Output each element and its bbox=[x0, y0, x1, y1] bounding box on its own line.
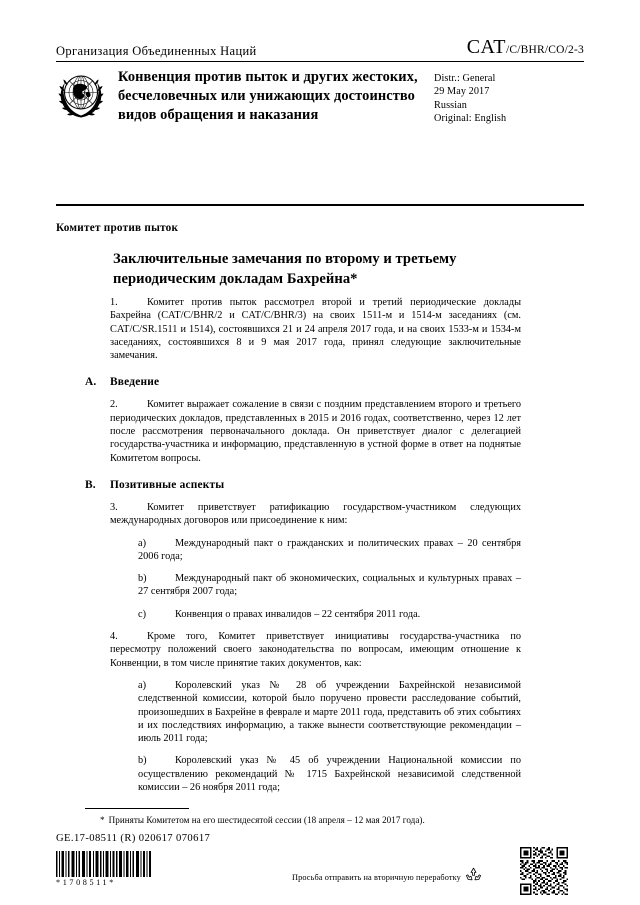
paragraph-3-text: Комитет приветствует ратификацию государством-участником следующих международных договоров или присоединение к ним: bbox=[110, 501, 521, 527]
qr-code bbox=[520, 847, 568, 895]
distr-language: Russian bbox=[434, 99, 467, 111]
paragraph-4a bbox=[85, 679, 521, 745]
un-emblem bbox=[56, 68, 112, 120]
paragraph-3c-text: Конвенция о правах инвалидов – 22 сентября 2011 года. bbox=[175, 608, 421, 620]
paragraph-4-text: Кроме того, Комитет приветствует инициативы государства-участника по пересмотру положений своего законодательства по вопросам, имеющим отношение к Конвенции, в том числе принятие таких документов, как: bbox=[110, 631, 521, 669]
distr-label: Distr.: General bbox=[434, 73, 496, 84]
title-block bbox=[56, 68, 584, 126]
recycle-notice bbox=[292, 866, 482, 888]
paragraph-3b-marker: b) bbox=[138, 573, 147, 585]
section-a-letter: A. bbox=[85, 376, 97, 389]
header-divider bbox=[56, 204, 584, 206]
distribution-info bbox=[434, 68, 584, 126]
masthead-rule bbox=[56, 61, 584, 62]
document-body bbox=[85, 296, 521, 803]
paragraph-4a-marker: a) bbox=[138, 679, 146, 691]
barcode-text: *1708511* bbox=[56, 878, 116, 887]
document-symbol bbox=[467, 36, 584, 59]
page-title: Заключительные замечания по второму и третьему периодическим докладам Бахрейна* bbox=[113, 251, 457, 287]
barcode bbox=[56, 851, 152, 887]
footnote-text: Приняты Комитетом на его шестидесятой сессии (18 апреля – 12 мая 2017 года). bbox=[108, 815, 425, 825]
section-b-letter: B. bbox=[85, 478, 96, 491]
committee-name: Комитет против пыток bbox=[56, 222, 179, 234]
document-symbol-sub: /C/BHR/CO/2-3 bbox=[505, 44, 584, 56]
organization-name: Организация Объединенных Наций bbox=[56, 44, 257, 58]
paragraph-2-text: Комитет выражает сожаление в связи с поздним представлением второго и третьего периодических докладов, представленных в 2015 и 2016 годах, соответственно, через 12 лет после рассмотрения первоначального доклада. Он приветствует диалог с делегацией государства-участника и информацию, представленную в устной форме в ответ на поднятые Комитетом вопросы. bbox=[110, 399, 521, 464]
paragraph-3 bbox=[85, 501, 521, 528]
paragraph-2 bbox=[85, 398, 521, 464]
paragraph-4-number: 4. bbox=[110, 631, 118, 643]
distr-original: Original: English bbox=[434, 113, 507, 125]
paragraph-3c-marker: c) bbox=[138, 608, 146, 620]
recycle-text: Просьба отправить на вторичную переработку bbox=[292, 872, 461, 882]
recycle-icon bbox=[465, 866, 482, 888]
paragraph-4b bbox=[85, 754, 521, 794]
paragraph-4b-marker: b) bbox=[138, 755, 147, 767]
section-a-title: Введение bbox=[110, 376, 160, 389]
section-heading-b bbox=[85, 479, 521, 491]
section-b-title: Позитивные аспекты bbox=[110, 478, 225, 491]
paragraph-3a bbox=[85, 537, 521, 564]
distr-date: 29 May 2017 bbox=[434, 86, 490, 98]
paragraph-1-text: Комитет против пыток рассмотрел второй и третий периодические доклады Бахрейна (CAT/C/BHR/2 и CAT/C/BHR/3) на своих 1511-м и 1514-м заседаниях (см. CAT/C/SR.1511 и 1514), состоявшихся 21 и 24 апреля 2017 года, и на своих 1533-м и 1534-м заседаниях, состоявшихся 8 и 9 мая 2017 года, принял следующие заключительные замечания. bbox=[110, 297, 521, 362]
paragraph-1-number: 1. bbox=[110, 297, 118, 308]
job-number: GE.17-08511 (R) 020617 070617 bbox=[56, 833, 211, 844]
document-symbol-main: CAT bbox=[466, 36, 506, 58]
footnote-marker: * bbox=[100, 815, 105, 825]
paragraph-3c bbox=[85, 608, 521, 621]
footnote bbox=[100, 814, 530, 826]
paragraph-3a-text: Международный пакт о гражданских и политических правах – 20 сентября 2006 года; bbox=[138, 537, 521, 562]
masthead-row bbox=[56, 36, 584, 61]
paragraph-4 bbox=[85, 630, 521, 670]
convention-title: Конвенция против пыток и других жестоких, бесчеловечных или унижающих достоинство видов обращения и наказания bbox=[118, 69, 418, 123]
paragraph-2-number: 2. bbox=[110, 399, 118, 411]
paragraph-3b-text: Международный пакт об экономических, социальных и культурных правах – 27 сентября 2007 года; bbox=[138, 573, 521, 598]
section-heading-a bbox=[85, 376, 521, 388]
paragraph-3b bbox=[85, 572, 521, 599]
paragraph-3a-marker: a) bbox=[138, 537, 146, 549]
paragraph-4a-text: Королевский указ № 28 об учреждении Бахрейнской независимой следственной комиссии, которой было поручено провести расследование событий, произошедших в Бахрейне в феврале и марте 2011 года, представить об этих событиях и их последствиях информацию, а также вынести соответствующие рекомендации – июль 2011 года; bbox=[138, 679, 521, 745]
paragraph-3-number: 3. bbox=[110, 501, 118, 513]
paragraph-1 bbox=[85, 296, 521, 362]
masthead bbox=[56, 36, 584, 62]
footnote-rule bbox=[85, 808, 189, 809]
paragraph-4b-text: Королевский указ № 45 об учреждении Национальной комиссии по осуществлению рекомендаций № 1715 Бахрейнской независимой следственной комиссии – 26 ноября 2011 года; bbox=[138, 755, 521, 794]
